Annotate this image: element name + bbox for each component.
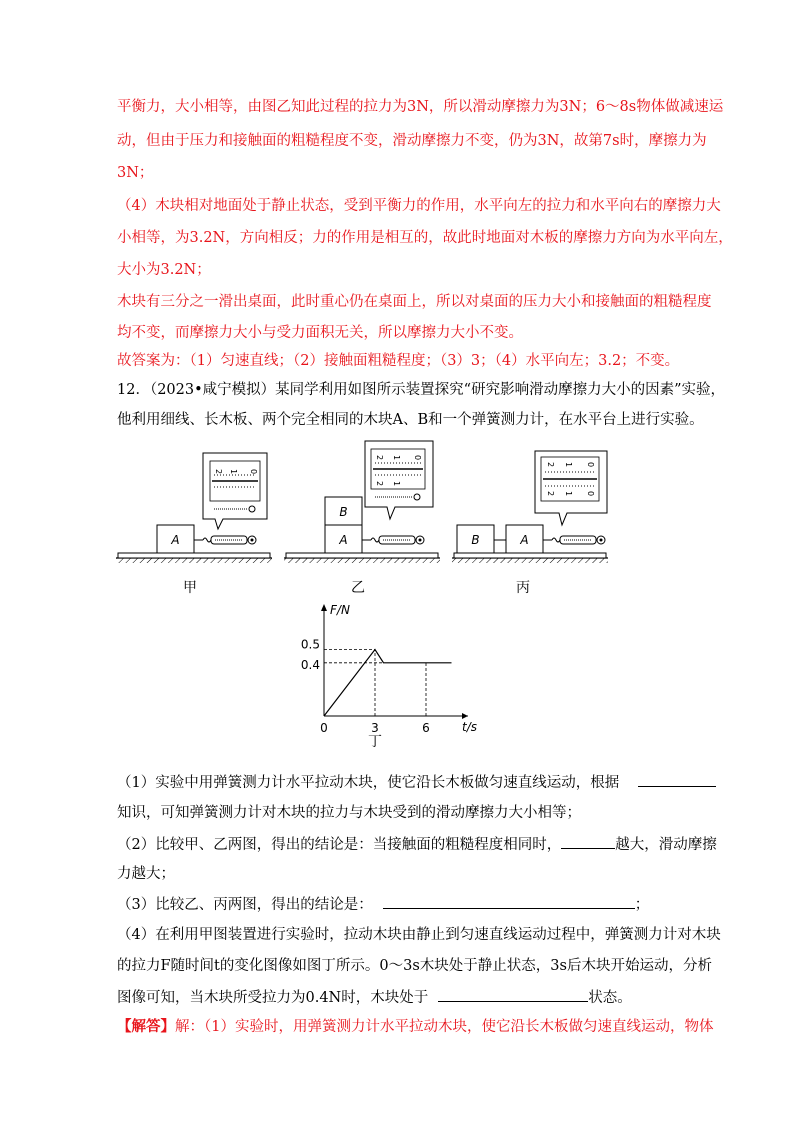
- dial-callout-bing: [535, 451, 607, 525]
- block-b-label-yi: B: [339, 505, 348, 519]
- setup-bing: [452, 451, 608, 596]
- q1-answer-blank[interactable]: [638, 772, 716, 787]
- y-axis-arrow: [321, 604, 327, 611]
- ground-bing: [452, 558, 608, 563]
- q4-line-1: （4）在利用甲图装置进行实验时，拉动木块由静止到匀速直线运动过程中，弹簧测力计对木块: [117, 927, 721, 943]
- x-tick-6: 6: [422, 721, 430, 735]
- ground-jia: [116, 558, 272, 563]
- solution-line-5: 小相等，为3.2N，方向相反；力的作用是相互的，故此时地面对木板的摩擦力方向为水平向左，: [117, 230, 733, 246]
- q4-line-2: 的拉力F随时间t的变化图像如图丁所示。0～3s木块处于静止状态，3s后木块开始运动，分析: [117, 958, 712, 974]
- dial-tick-2-yi: 2: [375, 455, 384, 461]
- q2-line-2: 力越大；: [117, 866, 175, 882]
- block-b-label-bing: B: [471, 533, 480, 547]
- block-a-label-yi: A: [339, 533, 348, 547]
- dial-tick-1-yi: 1: [392, 455, 401, 461]
- x-tick-3: 3: [371, 721, 379, 735]
- dial-tick-1b-bing: 1: [564, 491, 573, 497]
- q4-text-pre: 图像可知，当木块所受拉力为0.4N时，木块处于: [117, 990, 429, 1006]
- solution-line-2: 动，但由于压力和接触面的粗糙程度不变，滑动摩擦力不变，仍为3N，故第7s时，摩擦力为: [117, 133, 707, 149]
- x-axis-label: t/s: [462, 720, 477, 734]
- y-tick-0.4: 0.4: [300, 657, 320, 672]
- x-tick-0: 0: [320, 721, 328, 735]
- answer-line: [117, 1017, 713, 1037]
- label-bing: 丙: [516, 580, 530, 596]
- q2-text-post: 越大，滑动摩擦: [615, 837, 717, 853]
- q2-line-1: [117, 834, 717, 855]
- q3-text-post: ；: [634, 897, 650, 913]
- dial-tick-0-bing: 0: [586, 462, 595, 468]
- dial-tick-2-bing: 2: [546, 462, 555, 468]
- dial-callout-jia: [203, 453, 267, 529]
- dial-tick-1-jia: 1: [229, 469, 238, 475]
- solution-line-7: 木块有三分之一滑出桌面，此时重心仍在桌面上，所以对桌面的压力大小和接触面的粗糙程度: [117, 294, 712, 310]
- q2-text-pre: （2）比较甲、乙两图，得出的结论是：当接触面的粗糙程度相同时，: [117, 837, 562, 853]
- label-ding: 丁: [368, 734, 382, 750]
- question-stem-line-2: 他利用细线、长木板、两个完全相同的木块A、B和一个弹簧测力计，在水平台上进行实验。: [117, 412, 704, 428]
- q3-line: [117, 894, 649, 915]
- q2-answer-blank[interactable]: [561, 834, 615, 849]
- block-a-label-bing: A: [520, 533, 529, 547]
- force-time-line: [324, 650, 452, 717]
- block-a-label-jia: A: [171, 533, 180, 547]
- q4-line-3: [117, 987, 632, 1008]
- solution-line-1: 平衡力，大小相等，由图乙知此过程的拉力为3N，所以滑动摩擦力为3N；6～8s物体做减速运: [117, 99, 724, 115]
- setup-yi: [284, 441, 440, 596]
- q4-answer-blank[interactable]: [438, 987, 588, 1002]
- chart-ding: [290, 598, 490, 750]
- board-yi: [286, 553, 438, 558]
- answer-tag: 【解答】: [117, 1018, 175, 1035]
- x-axis-arrow: [462, 713, 468, 719]
- label-jia: 甲: [183, 580, 197, 596]
- ground-yi: [284, 558, 440, 563]
- q1-line-1: [117, 772, 716, 793]
- label-yi: 乙: [351, 580, 365, 596]
- spring-scale-jia: [203, 536, 256, 544]
- question-stem-text-1: （2023•咸宁模拟）某同学利用如图所示装置探究“研究影响滑动摩擦力大小的因素”实验，: [149, 382, 725, 398]
- q3-text-pre: （3）比较乙、丙两图，得出的结论是：: [117, 897, 373, 913]
- answer-text: 解：（1）实验时，用弹簧测力计水平拉动木块，使它沿长木板做匀速直线运动，物体: [175, 1019, 714, 1035]
- experiment-figure: [110, 437, 670, 602]
- q4-text-post: 状态。: [588, 990, 632, 1006]
- y-tick-0.5: 0.5: [300, 637, 320, 652]
- dial-tick-2-jia: 2: [214, 469, 223, 475]
- dial-tick-1b-yi: 1: [392, 481, 401, 487]
- answer-summary: 故答案为：（1）匀速直线；（2）接触面粗糙程度；（3）3；（4）水平向左；3.2；不变。: [117, 353, 680, 369]
- solution-line-6: 大小为3.2N；: [117, 262, 211, 278]
- dial-tick-1-bing: 1: [564, 462, 573, 468]
- dial-tick-2b-yi: 2: [375, 481, 384, 487]
- board-jia: [118, 553, 270, 558]
- dial-tick-0-yi: 0: [413, 455, 422, 461]
- q1-line-2: 知识，可知弹簧测力计对木块的拉力与木块受到的滑动摩擦力大小相等；: [117, 805, 581, 821]
- question-number: 12．: [117, 382, 150, 398]
- dial-callout-yi: [365, 441, 433, 519]
- y-axis-label: F/N: [330, 603, 350, 617]
- board-bing: [454, 553, 606, 558]
- question-stem-line-1: [117, 380, 725, 400]
- spring-scale-bing: [552, 536, 605, 544]
- q3-answer-blank[interactable]: [383, 894, 635, 909]
- solution-line-3: 3N；: [117, 165, 154, 181]
- dial-tick-0-jia: 0: [249, 469, 258, 475]
- q1-text: （1）实验中用弹簧测力计水平拉动木块，使它沿长木板做匀速直线运动，根据: [117, 775, 620, 791]
- spring-scale-yi: [371, 536, 424, 544]
- solution-line-4: （4）木块相对地面处于静止状态，受到平衡力的作用，水平向左的拉力和水平向右的摩擦力大: [117, 198, 721, 214]
- dial-tick-2b-bing: 2: [546, 491, 555, 497]
- solution-line-8: 均不变，而摩擦力大小与受力面积无关，所以摩擦力大小不变。: [117, 325, 523, 341]
- setup-jia: [116, 453, 272, 596]
- dial-tick-0b-bing: 0: [586, 491, 595, 497]
